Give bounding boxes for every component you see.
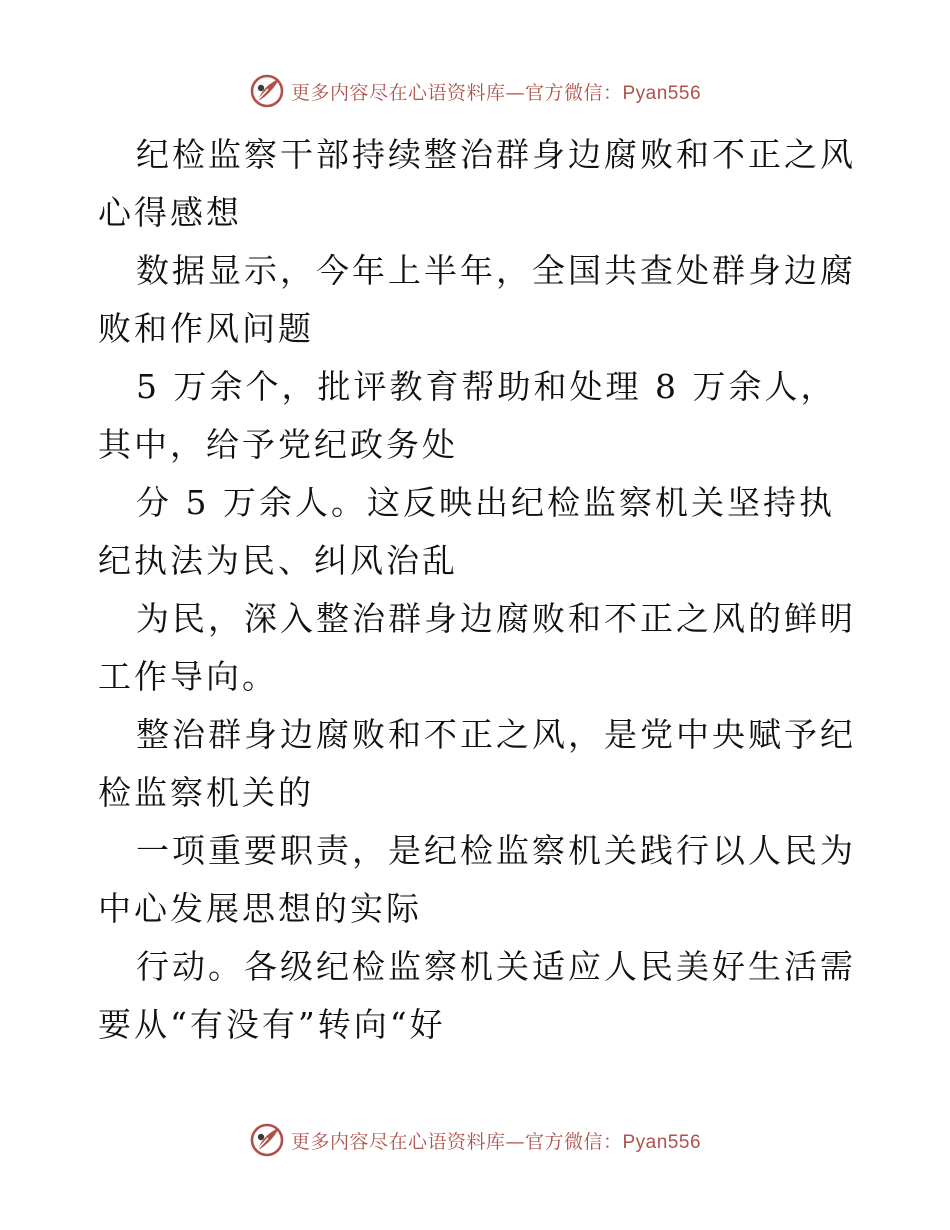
footer-brand-label: 更多内容尽在心语资料库—官方微信：: [290, 1130, 623, 1153]
header-brand-text: [291, 78, 701, 105]
paragraph: 分 5 万余人。这反映出纪检监察机关坚持执纪执法为民、纠风治乱: [98, 483, 835, 580]
feather-pen-logo-icon: [249, 73, 285, 109]
footer-wechat-id: Pyan556: [622, 1131, 702, 1153]
paragraph: 行动。各级纪检监察机关适应人民美好生活需要从“有没有”转向“好: [98, 947, 856, 1044]
document-body: [98, 126, 858, 1054]
paragraph: 一项重要职责，是纪检监察机关践行以人民为中心发展思想的实际: [98, 831, 856, 928]
paragraph: 整治群身边腐败和不正之风，是党中央赋予纪检监察机关的: [98, 715, 856, 812]
header-brand-label: 更多内容尽在心语资料库—官方微信：: [290, 81, 623, 104]
page-header-watermark: [0, 71, 950, 111]
footer-brand-text: [291, 1127, 701, 1154]
paragraph: 5 万余个，批评教育帮助和处理 8 万余人，其中，给予党纪政务处: [98, 367, 837, 464]
paragraph: 数据显示，今年上半年，全国共查处群身边腐败和作风问题: [98, 251, 856, 348]
page-footer-watermark: [0, 1120, 950, 1160]
feather-pen-logo-icon: [249, 1122, 285, 1158]
paragraph: 为民，深入整治群身边腐败和不正之风的鲜明工作导向。: [98, 599, 856, 696]
paragraph-title: 纪检监察干部持续整治群身边腐败和不正之风心得感想: [98, 135, 856, 232]
header-wechat-id: Pyan556: [622, 82, 702, 104]
